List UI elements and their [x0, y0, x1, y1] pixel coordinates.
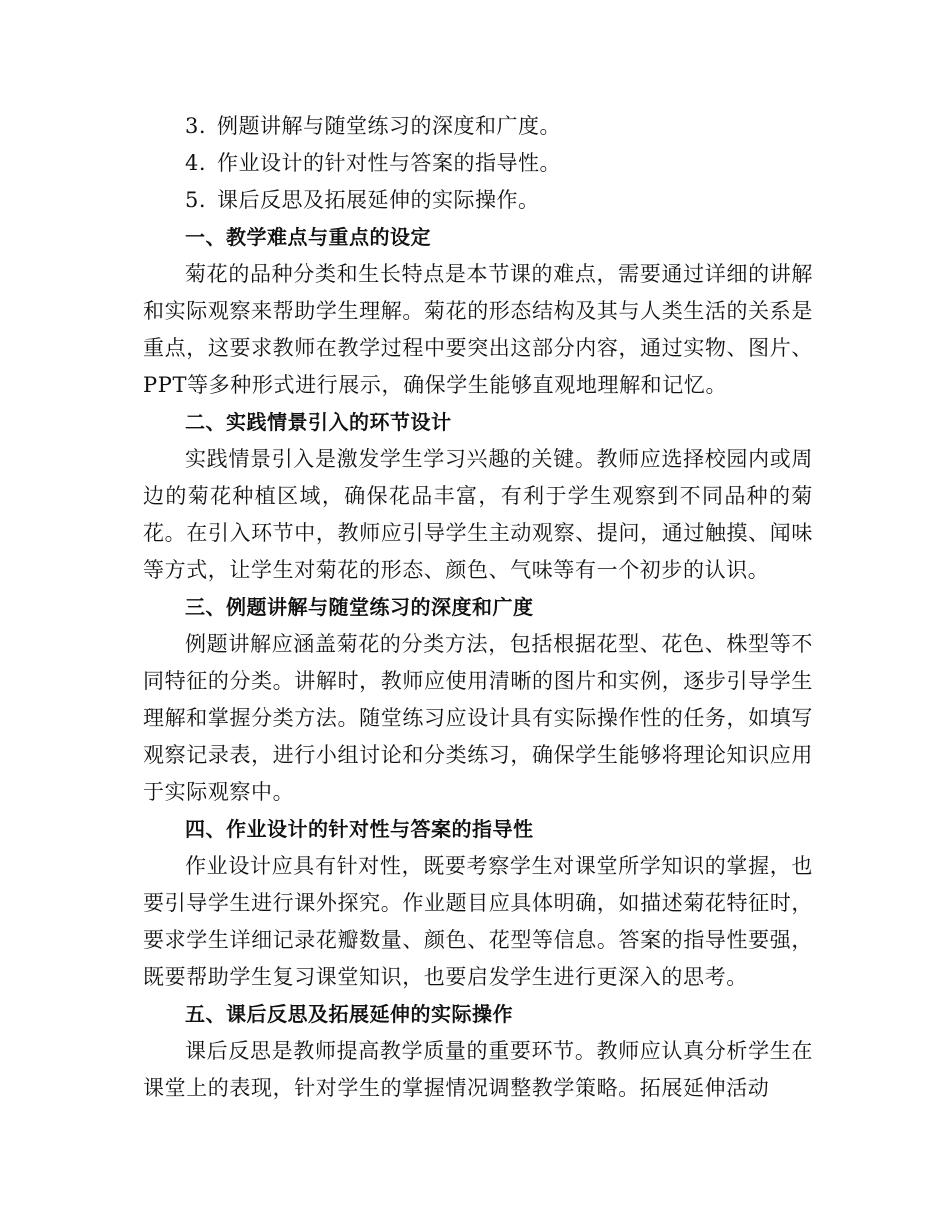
list-item-number: 3. [185, 114, 207, 138]
list-item-number: 5. [185, 188, 207, 212]
section-heading: 三、例题讲解与随堂练习的深度和广度 [185, 595, 534, 619]
section-heading: 二、实践情景引入的环节设计 [185, 410, 452, 434]
list-item-text: 作业设计的针对性与答案的指导性。 [217, 151, 561, 175]
list-item-number: 4. [185, 151, 207, 175]
section-heading: 一、教学难点与重点的设定 [185, 225, 431, 249]
document-body [143, 108, 813, 1107]
section-paragraph: 作业设计应具有针对性，既要考察学生对课堂所学知识的掌握，也要引导学生进行课外探究。作业题目应具体明确，如描述菊花特征时，要求学生详细记录花瓣数量、颜色、花型等信息。答案的指导性要强，既要帮助学生复习课堂知识，也要启发学生进行更深入的思考。 [143, 854, 813, 989]
section-heading: 五、课后反思及拓展延伸的实际操作 [185, 1002, 513, 1026]
list-item [143, 145, 813, 182]
list-item [143, 108, 813, 145]
list-item-text: 例题讲解与随堂练习的深度和广度。 [217, 114, 561, 138]
section-paragraph: 课后反思是教师提高教学质量的重要环节。教师应认真分析学生在课堂上的表现，针对学生的掌握情况调整教学策略。拓展延伸活动 [143, 1039, 813, 1100]
section-paragraph: 例题讲解应涵盖菊花的分类方法，包括根据花型、花色、株型等不同特征的分类。讲解时，教师应使用清晰的图片和实例，逐步引导学生理解和掌握分类方法。随堂练习应设计具有实际操作性的任务，如填写观察记录表，进行小组讨论和分类练习，确保学生能够将理论知识应用于实际观察中。 [143, 632, 813, 804]
section-heading: 四、作业设计的针对性与答案的指导性 [185, 817, 534, 841]
section-paragraph: 菊花的品种分类和生长特点是本节课的难点，需要通过详细的讲解和实际观察来帮助学生理解。菊花的形态结构及其与人类生活的关系是重点，这要求教师在教学过程中要突出这部分内容，通过实物、图片、PPT等多种形式进行展示，确保学生能够直观地理解和记忆。 [143, 262, 813, 397]
list-item-text: 课后反思及拓展延伸的实际操作。 [217, 188, 540, 212]
list-item [143, 182, 813, 219]
section-paragraph: 实践情景引入是激发学生学习兴趣的关键。教师应选择校园内或周边的菊花种植区域，确保花品丰富，有利于学生观察到不同品种的菊花。在引入环节中，教师应引导学生主动观察、提问，通过触摸、闻味等方式，让学生对菊花的形态、颜色、气味等有一个初步的认识。 [143, 447, 813, 582]
